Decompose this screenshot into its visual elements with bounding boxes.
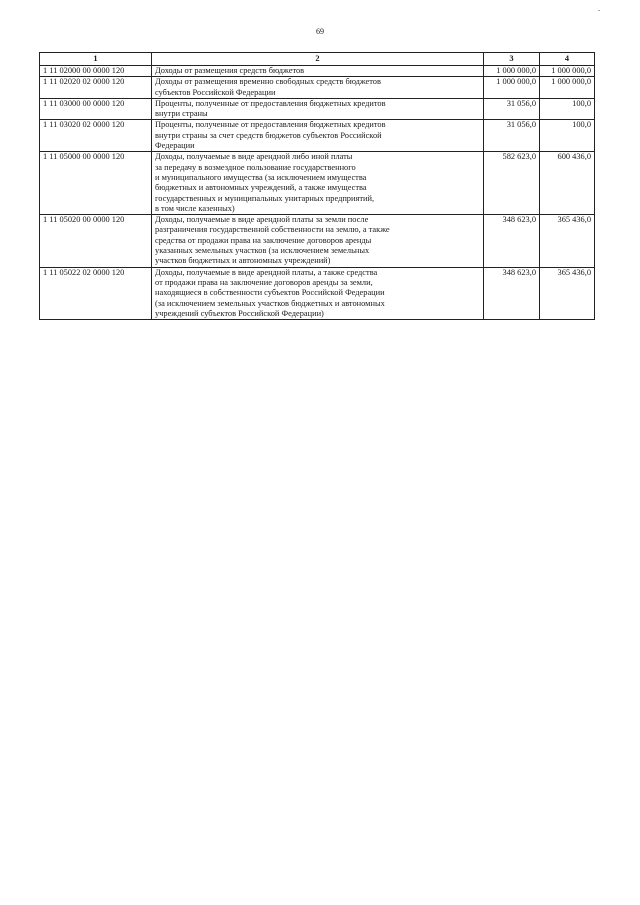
table-row <box>40 98 595 120</box>
value-column-3: 582 623,0 <box>484 152 540 215</box>
header-row <box>40 53 595 66</box>
corner-mark: - <box>598 6 601 14</box>
value-column-3: 31 056,0 <box>484 98 540 120</box>
column-header-value-3: 3 <box>484 53 540 66</box>
table-row <box>40 120 595 152</box>
value-column-4: 365 436,0 <box>540 215 595 267</box>
value-column-4: 100,0 <box>540 98 595 120</box>
revenue-code: 1 11 02000 00 0000 120 <box>40 66 152 77</box>
column-header-name: 2 <box>152 53 484 66</box>
revenue-code: 1 11 05022 02 0000 120 <box>40 267 152 319</box>
value-column-3: 1 000 000,0 <box>484 77 540 99</box>
table-row <box>40 267 595 319</box>
value-column-4: 100,0 <box>540 120 595 152</box>
table-row <box>40 215 595 267</box>
table-row <box>40 77 595 99</box>
revenue-name: Проценты, полученные от предоставления бюджетных кредитов внутри страны за счет средств бюджетов субъектов Российской Федерации <box>152 120 484 152</box>
revenue-name: Доходы, получаемые в виде арендной платы за земли после разграничения государственной собственности на землю, а также средства от продажи права на заключение договоров аренды указанных земельных участков (за исключением земельных участков бюджетных и автономных учреждений) <box>152 215 484 267</box>
column-header-code: 1 <box>40 53 152 66</box>
value-column-3: 31 056,0 <box>484 120 540 152</box>
table-row <box>40 152 595 215</box>
revenue-code: 1 11 02020 02 0000 120 <box>40 77 152 99</box>
value-column-4: 1 000 000,0 <box>540 66 595 77</box>
value-column-3: 348 623,0 <box>484 267 540 319</box>
value-column-3: 1 000 000,0 <box>484 66 540 77</box>
revenue-name: Доходы, получаемые в виде арендной либо иной платы за передачу в возмездное пользование государственного и муниципального имущества (за исключением имущества бюджетных и автономных учреждений, а также имущества государственных и муниципальных унитарных предприятий, в том числе казенных) <box>152 152 484 215</box>
revenue-name: Доходы от размещения временно свободных средств бюджетов субъектов Российской Федерации <box>152 77 484 99</box>
revenue-table <box>39 52 595 320</box>
revenue-code: 1 11 05000 00 0000 120 <box>40 152 152 215</box>
revenue-name: Доходы от размещения средств бюджетов <box>152 66 484 77</box>
revenue-code: 1 11 05020 00 0000 120 <box>40 215 152 267</box>
revenue-code: 1 11 03000 00 0000 120 <box>40 98 152 120</box>
value-column-4: 365 436,0 <box>540 267 595 319</box>
value-column-4: 1 000 000,0 <box>540 77 595 99</box>
value-column-3: 348 623,0 <box>484 215 540 267</box>
value-column-4: 600 436,0 <box>540 152 595 215</box>
revenue-name: Проценты, полученные от предоставления бюджетных кредитов внутри страны <box>152 98 484 120</box>
revenue-code: 1 11 03020 02 0000 120 <box>40 120 152 152</box>
table-row <box>40 66 595 77</box>
column-header-value-4: 4 <box>540 53 595 66</box>
page-number: 69 <box>316 27 324 36</box>
revenue-name: Доходы, получаемые в виде арендной платы, а также средства от продажи права на заключение договоров аренды за земли, находящиеся в собственности субъектов Российской Федерации (за исключением земельных участков бюджетных и автономных учреждений субъектов Российской Федерации) <box>152 267 484 319</box>
